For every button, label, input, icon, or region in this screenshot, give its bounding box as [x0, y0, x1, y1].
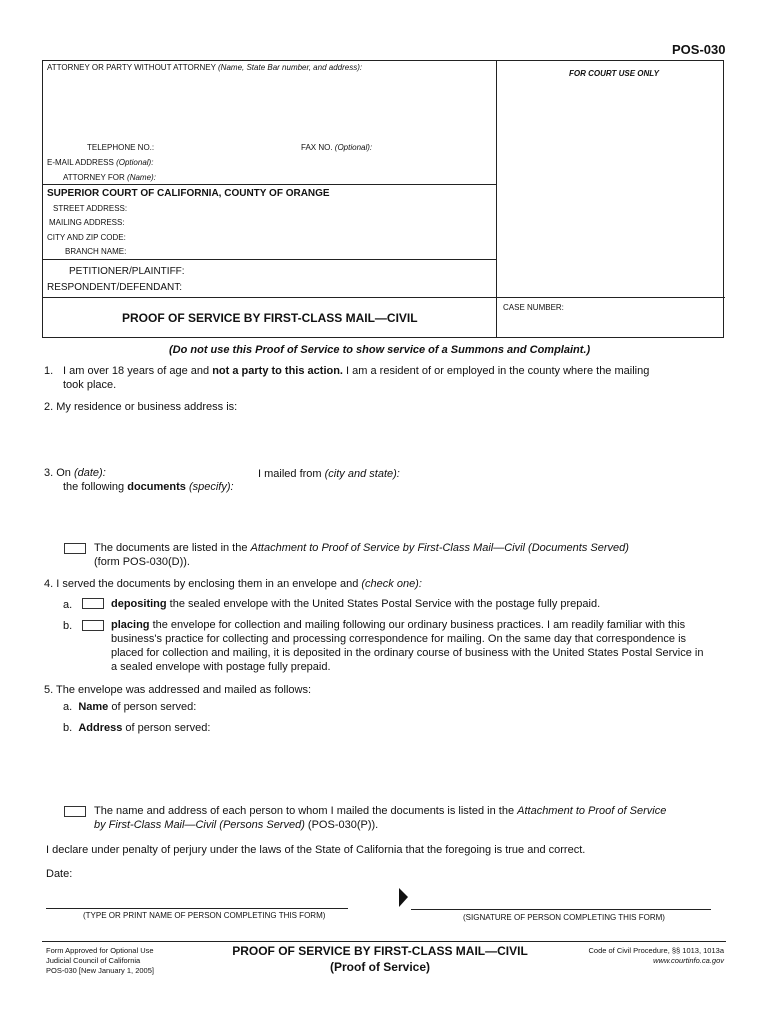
item-3-docs-bold: documents [127, 481, 186, 493]
attorney-label [47, 63, 362, 72]
item-5a [63, 700, 196, 714]
attachment-persons-checkbox[interactable] [64, 806, 86, 817]
signature-label: (SIGNATURE OF PERSON COMPLETING THIS FORM) [463, 913, 665, 922]
footer-left [46, 946, 154, 976]
case-number-label: CASE NUMBER: [503, 303, 564, 312]
declaration: I declare under penalty of perjury under the laws of the State of California that the foregoing is true and correct. [46, 844, 586, 856]
attorney-hint: (Name, State Bar number, and address): [218, 63, 363, 72]
date-label: Date: [46, 868, 73, 880]
item-5a-bold: Name [78, 701, 109, 713]
attach-persons-part: The name and address of each person to whom I mailed the documents is listed in the [94, 805, 518, 817]
attorney-label-text: ATTORNEY OR PARTY WITHOUT ATTORNEY [47, 63, 216, 72]
item-3-following: the following [63, 481, 128, 493]
form-title: PROOF OF SERVICE BY FIRST-CLASS MAIL—CIVIL [122, 311, 418, 325]
attorney-for-label [63, 173, 156, 182]
attach-docs-part: The documents are listed in the [94, 542, 251, 554]
item-4a-letter: a. [63, 599, 73, 611]
placing-checkbox[interactable] [82, 620, 104, 631]
item-3-city-hint: (city and state): [324, 468, 400, 480]
attachment-persons-text [94, 804, 714, 832]
attach-docs-part: (form POS-030(D)). [94, 556, 190, 568]
attachment-documents-text [94, 541, 714, 569]
court-use-only: FOR COURT USE ONLY [569, 69, 659, 78]
item-4 [44, 577, 422, 591]
item-1-part: I am a resident of or employed in the county where the mailing [343, 365, 650, 377]
signature-line [411, 909, 711, 910]
item-4a-bold: depositing [111, 598, 167, 610]
item-1-bold: not a party to this action. [212, 365, 343, 377]
caption-box [42, 60, 724, 338]
item-5a-letter: a. [63, 701, 73, 713]
fax-label-text: FAX NO. [301, 143, 333, 152]
footer-right-line: Code of Civil Procedure, §§ 1013, 1013a [588, 946, 724, 955]
item-3-specify: (specify): [185, 481, 234, 493]
fax-hint: (Optional): [334, 143, 373, 152]
item-4a-text [111, 597, 600, 611]
telephone-label: TELEPHONE NO.: [87, 143, 155, 152]
email-hint: (Optional): [116, 158, 154, 167]
name-line [46, 908, 348, 909]
footer-rule [42, 941, 726, 942]
item-4a-rest: the sealed envelope with the United States Postal Service with the postage fully prepaid. [166, 598, 601, 610]
notice: (Do not use this Proof of Service to show service of a Summons and Complaint.) [169, 344, 591, 356]
item-1-part: took place. [63, 379, 117, 391]
item-1-text [63, 364, 713, 392]
item-1 [44, 364, 53, 378]
type-name-label: (TYPE OR PRINT NAME OF PERSON COMPLETING THIS FORM) [83, 911, 326, 920]
item-4b-bold: placing [111, 619, 150, 631]
item-5b-rest: of person served: [122, 722, 211, 734]
form-number: POS-030 [672, 42, 726, 57]
item-5b-bold: Address [78, 722, 123, 734]
item-1-part: I am over 18 years of age and [63, 365, 213, 377]
petitioner-label: PETITIONER/PLAINTIFF: [69, 266, 185, 277]
attach-docs-italic: Attachment to Proof of Service by First-Class Mail—Civil (Documents Served) [250, 542, 629, 554]
attach-persons-italic: Attachment to Proof of Service [517, 805, 667, 817]
attorney-for-hint: (Name): [127, 173, 156, 182]
city-label: CITY AND ZIP CODE: [47, 233, 126, 242]
footer-center [200, 943, 560, 975]
depositing-checkbox[interactable] [82, 598, 104, 609]
item-5b [63, 721, 210, 735]
item-3-mailed-from [258, 467, 400, 481]
email-label [47, 158, 153, 167]
item-3-date [44, 466, 106, 480]
footer-left-line: Form Approved for Optional Use [46, 946, 154, 955]
court-name: SUPERIOR COURT OF CALIFORNIA, COUNTY OF ORANGE [47, 188, 330, 199]
item-4b-line: placed for collection and mailing, it is deposited in the ordinary course of business with the United States Postal Service in [111, 647, 704, 659]
item-4b-letter: b. [63, 620, 73, 632]
item-4-italic: (check one): [361, 578, 422, 590]
signature-arrow-icon [398, 887, 410, 909]
item-4b-line: a sealed envelope with postage fully prepaid. [111, 661, 331, 673]
item-5: 5. The envelope was addressed and mailed as follows: [44, 684, 312, 696]
mailing-label: MAILING ADDRESS: [49, 218, 125, 227]
item-3-mailed: I mailed from [258, 468, 325, 480]
footer-subtitle: (Proof of Service) [329, 960, 431, 974]
item-3-date-hint: (date): [73, 467, 106, 479]
item-5a-rest: of person served: [108, 701, 197, 713]
item-4b-line: the envelope for collection and mailing following our ordinary business practices. I am readily familiar with this [149, 619, 686, 631]
attorney-for-text: ATTORNEY FOR [63, 173, 125, 182]
item-4b-line: business's practice for collecting and processing correspondence for mailing. On the same day that correspondence is [111, 633, 687, 645]
item-4-text: 4. I served the documents by enclosing them in an envelope and [44, 578, 362, 590]
footer-left-line: Judicial Council of California [46, 956, 141, 965]
caption-divider [496, 61, 497, 337]
footer-right [540, 946, 724, 966]
respondent-label: RESPONDENT/DEFENDANT: [47, 282, 183, 293]
footer-title: PROOF OF SERVICE BY FIRST-CLASS MAIL—CIVIL [232, 944, 528, 958]
attach-persons-part: (POS-030(P)). [304, 819, 379, 831]
email-label-text: E-MAIL ADDRESS [47, 158, 114, 167]
divider-line [43, 184, 497, 185]
street-label: STREET ADDRESS: [53, 204, 128, 213]
attach-persons-italic: by First-Class Mail—Civil (Persons Served) [94, 819, 305, 831]
item-3-documents [63, 480, 234, 494]
divider-line [43, 297, 725, 298]
item-3-on: 3. On [44, 467, 74, 479]
divider-line [43, 259, 497, 260]
item-4b-text [111, 618, 726, 674]
branch-label: BRANCH NAME: [65, 247, 127, 256]
item-1-number: 1. [44, 365, 54, 377]
fax-label [301, 143, 372, 152]
attachment-documents-checkbox[interactable] [64, 543, 86, 554]
footer-left-line: POS-030 [New January 1, 2005] [46, 966, 154, 975]
footer-right-line: www.courtinfo.ca.gov [653, 956, 724, 965]
item-2: 2. My residence or business address is: [44, 401, 238, 413]
item-5b-letter: b. [63, 722, 73, 734]
